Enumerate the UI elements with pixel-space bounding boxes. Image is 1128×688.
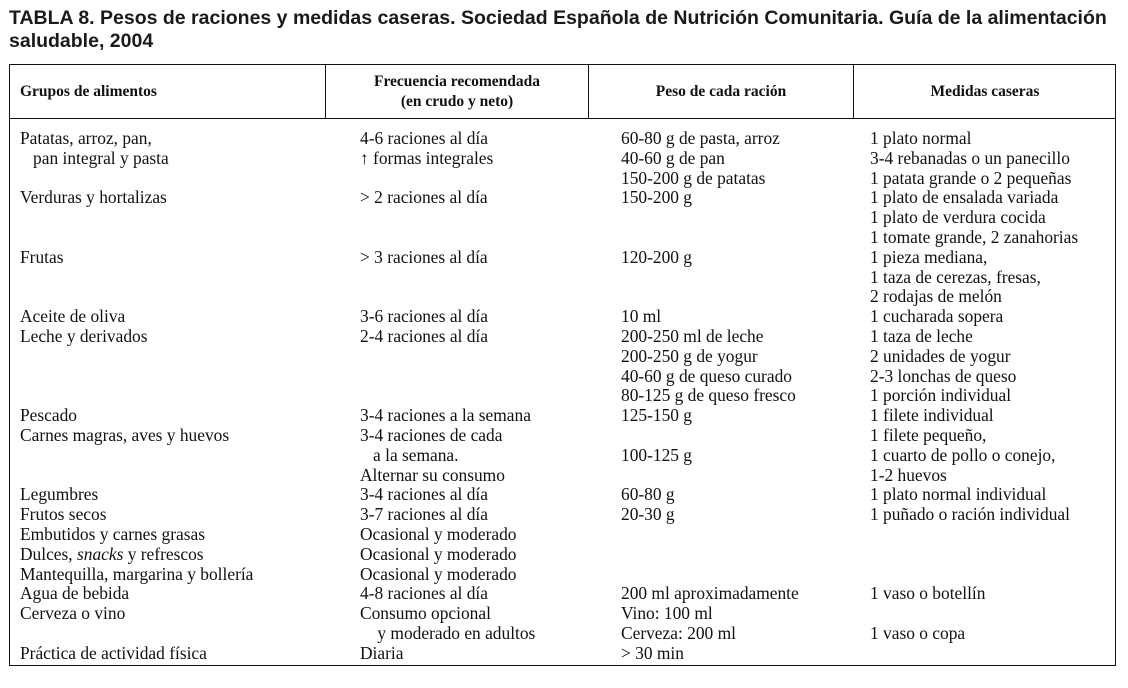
table-cell-line: 100-125 g: [621, 444, 693, 465]
table-cell-line: [360, 287, 535, 307]
table-cell-line: Verduras y hortalizas: [20, 187, 167, 208]
table-cell-line: 1 filete pequeño,: [870, 424, 987, 445]
table-cell-line: Legumbres: [20, 484, 99, 505]
header-frecuencia-line1: Frecuencia recomendada: [373, 72, 541, 90]
header-medidas-caseras: Medidas caseras: [930, 82, 1040, 100]
table-cell-line: > 30 min: [621, 642, 684, 663]
table-cell-line: 1 porción individual: [870, 385, 1012, 406]
table-cell-line: 1 plato de ensalada variada: [870, 187, 1059, 208]
table-cell-line: > 3 raciones al día: [360, 246, 488, 267]
table-cell-line: 1 taza de leche: [870, 325, 973, 346]
column-frecuencia-recomendada: [360, 129, 535, 664]
table-cell-line: 3-4 raciones de cada: [360, 424, 503, 445]
table-cell-line: Cerveza o vino: [20, 603, 126, 624]
table-cell-line: 40-60 g de pan: [621, 147, 725, 168]
table-cell-line: [360, 367, 535, 387]
table-title-label: TABLA 8.: [9, 7, 95, 29]
table-cell-line: [20, 446, 253, 466]
table-cell-line: [20, 287, 253, 307]
table-cell-line: 1 filete individual: [870, 405, 994, 426]
table-cell-line: 1 taza de cerezas, fresas,: [870, 266, 1041, 287]
table-cell-line: 4-6 raciones al día: [360, 128, 488, 148]
table-cell-line: Frutos secos: [20, 504, 107, 525]
table-cell-line: Frutas: [20, 246, 64, 267]
table-cell-line: 1 cuarto de pollo o conejo,: [870, 444, 1056, 465]
table-cell-line: Agua de bebida: [20, 583, 130, 604]
table-cell-line: > 2 raciones al día: [360, 187, 488, 208]
table-cell-line: Cerveza: 200 ml: [621, 622, 736, 643]
table-cell-line: 1 patata grande o 2 pequeñas: [870, 167, 1072, 188]
table-cell-line: 2 rodajas de melón: [870, 286, 1002, 307]
table-cell-line: [870, 644, 1078, 664]
table-header-row: [10, 65, 1115, 119]
header-frecuencia-line2: (en crudo y neto): [400, 92, 514, 110]
table-cell-line: 1-2 huevos: [870, 464, 947, 485]
table-cell-line: 3-6 raciones al día: [360, 306, 488, 327]
italic-term: snacks: [77, 543, 124, 564]
nutrition-table: [9, 64, 1116, 666]
table-cell-line: Vino: 100 ml: [621, 603, 713, 624]
table-cell-line: [621, 268, 799, 288]
table-cell-line: Carnes magras, aves y huevos: [20, 424, 230, 445]
table-cell-line: [870, 525, 1078, 545]
table-cell-line: Leche y derivados: [20, 325, 148, 346]
table-cell-line: 125-150 g: [621, 405, 693, 426]
table-cell-line: 1 vaso o botellín: [870, 583, 986, 604]
column-grupos-de-alimentos: [20, 129, 253, 664]
header-frecuencia-recomendada: [326, 65, 588, 118]
table-cell-line: [870, 545, 1078, 565]
table-cell-line: [621, 565, 799, 585]
table-cell-line: Patatas, arroz, pan,: [20, 128, 152, 148]
table-cell-line: [360, 228, 535, 248]
table-cell-line: 3-7 raciones al día: [360, 504, 488, 525]
table-cell-line: 2 unidades de yogur: [870, 345, 1011, 366]
table-cell-line: [20, 466, 253, 486]
table-cell-line: y moderado en adultos: [360, 622, 536, 643]
table-cell-line: 4-8 raciones al día: [360, 583, 488, 604]
table-cell-line: [20, 208, 253, 228]
table-cell-line: [20, 624, 253, 644]
table-cell-line: [621, 545, 799, 565]
table-cell-line: 3-4 raciones al día: [360, 484, 488, 505]
table-cell-line: [20, 169, 253, 189]
table-cell-line: Ocasional y moderado: [360, 543, 517, 564]
table-cell-line: 20-30 g: [621, 504, 675, 525]
table-cell-line: Práctica de actividad física: [20, 642, 207, 663]
table-cell-line: [20, 228, 253, 248]
table-cell-line: 60-80 g de pasta, arroz: [621, 128, 780, 148]
table-cell-line: 1 pieza mediana,: [870, 246, 988, 267]
table-cell-line: [360, 386, 535, 406]
table-cell-line: 3-4 rebanadas o un panecillo: [870, 147, 1070, 168]
table-cell-line: 3-4 raciones a la semana: [360, 405, 531, 426]
table-title-text: Pesos de raciones y medidas caseras. Sociedad Española de Nutrición Comunitaria. Guía de la alimentación saludable, 2004: [9, 7, 1107, 52]
table-cell-line: Ocasional y moderado: [360, 563, 517, 584]
table-cell-line: 80-125 g de queso fresco: [621, 385, 796, 406]
column-peso-de-cada-racion: [621, 129, 799, 664]
table-cell-line: [360, 347, 535, 367]
table-cell-line: [20, 367, 253, 387]
table-cell-line: [20, 268, 253, 288]
table-cell-line: 120-200 g: [621, 246, 693, 267]
table-cell-line: 60-80 g: [621, 484, 675, 505]
table-cell-line: [360, 268, 535, 288]
table-cell-line: 200-250 g de yogur: [621, 345, 758, 366]
header-peso-de-cada-racion: Peso de cada ración: [655, 82, 787, 100]
table-cell-line: a la semana.: [360, 444, 459, 465]
table-cell-line: 10 ml: [621, 306, 662, 327]
table-cell-line: 200-250 ml de leche: [621, 325, 764, 346]
table-cell-line: [20, 386, 253, 406]
table-cell-line: [621, 208, 799, 228]
table-cell-line: Embutidos y carnes grasas: [20, 523, 205, 544]
table-cell-line: 150-200 g de patatas: [621, 167, 766, 188]
table-cell-line: 200 ml aproximadamente: [621, 583, 799, 604]
table-cell-line: [870, 565, 1078, 585]
header-grupos-de-alimentos: Grupos de alimentos: [20, 82, 157, 100]
table-cell-line: [621, 287, 799, 307]
table-title: [9, 7, 1119, 53]
table-cell-line: Consumo opcional: [360, 603, 491, 624]
column-medidas-caseras: [870, 129, 1078, 664]
table-cell-line: [621, 466, 799, 486]
table-cell-line: [360, 208, 535, 228]
table-cell-line: 1 vaso o copa: [870, 622, 966, 643]
table-cell-line: 1 plato de verdura cocida: [870, 207, 1046, 228]
table-cell-line: [621, 525, 799, 545]
table-cell-line: 1 puñado o ración individual: [870, 504, 1070, 525]
table-cell-line: Alternar su consumo: [360, 464, 505, 485]
table-cell-line: ↑ formas integrales: [360, 147, 494, 168]
table-cell-line: 1 plato normal individual: [870, 484, 1047, 505]
table-cell-line: [20, 347, 253, 367]
table-cell-line: [360, 169, 535, 189]
table-cell-line: Mantequilla, margarina y bollería: [20, 563, 254, 584]
table-cell-line: 150-200 g: [621, 187, 693, 208]
table-cell-line: 2-3 lonchas de queso: [870, 365, 1017, 386]
table-cell-line: Pescado: [20, 405, 77, 426]
table-cell-line: 2-4 raciones al día: [360, 325, 488, 346]
table-cell-line: Ocasional y moderado: [360, 523, 517, 544]
table-cell-line: Dulces, snacks y refrescos: [20, 543, 204, 564]
table-cell-line: 1 plato normal: [870, 128, 972, 148]
table-cell-line: pan integral y pasta: [20, 147, 169, 168]
table-cell-line: 40-60 g de queso curado: [621, 365, 792, 386]
table-cell-line: [621, 228, 799, 248]
table-cell-line: [621, 426, 799, 446]
table-cell-line: [870, 604, 1078, 624]
table-cell-line: Aceite de oliva: [20, 306, 126, 327]
table-cell-line: Diaria: [360, 642, 404, 663]
table-cell-line: 1 cucharada sopera: [870, 306, 1004, 327]
table-cell-line: 1 tomate grande, 2 zanahorias: [870, 226, 1079, 247]
